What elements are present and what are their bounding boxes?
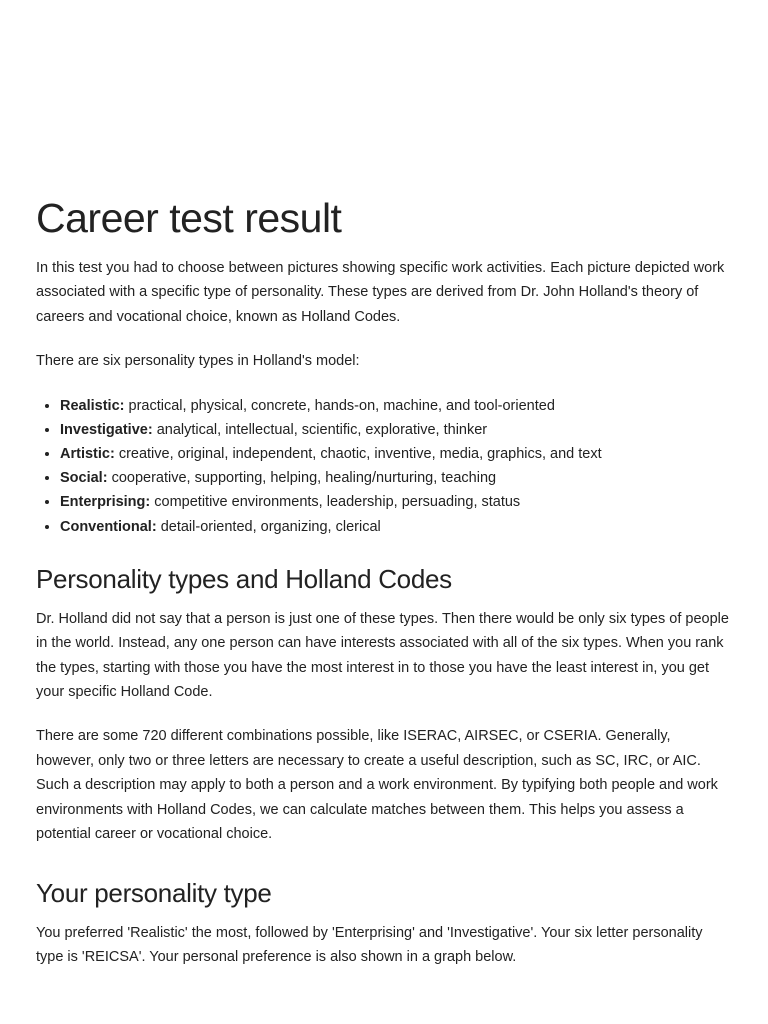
intro-paragraph: In this test you had to choose between pictures showing specific work activities. Each picture depicted work associated with a specific type of personality. These types are derived from Dr. John Holland's theory of careers and vocational choice, known as Holland Codes. (36, 260, 725, 325)
type-description: practical, physical, concrete, hands-on, machine, and tool-oriented (124, 397, 555, 414)
type-description: detail-oriented, organizing, clerical (156, 518, 381, 535)
section-heading-holland-codes: Personality types and Holland Codes (36, 563, 452, 594)
top-blank-area (36, 0, 732, 194)
list-item (60, 418, 732, 442)
types-intro: There are six personality types in Holland's model: (36, 353, 360, 370)
type-description: competitive environments, leadership, persuading, status (150, 494, 521, 511)
type-description: creative, original, independent, chaotic, inventive, media, graphics, and text (114, 446, 602, 463)
page-title: Career test result (36, 195, 342, 241)
personality-types-list (36, 394, 732, 539)
list-item (60, 466, 732, 490)
type-name: Enterprising: (60, 494, 151, 511)
holland-codes-paragraph-1: Dr. Holland did not say that a person is just one of these types. Then there would be only six types of people in the world. Instead, any one person can have interests associated with all of the six types. When you rank the types, starting with those you have the most interest in to those you have the least interest in, you get your specific Holland Code. (36, 610, 729, 701)
type-name: Realistic: (60, 397, 125, 414)
list-item (60, 442, 732, 466)
type-name: Artistic: (60, 446, 115, 463)
type-name: Social: (60, 470, 108, 487)
list-item (60, 490, 732, 514)
type-description: analytical, intellectual, scientific, explorative, thinker (152, 421, 488, 438)
section-gap (36, 867, 732, 877)
type-name: Conventional: (60, 518, 157, 535)
section-heading-your-type: Your personality type (36, 877, 272, 908)
your-type-paragraph: You preferred 'Realistic' the most, followed by 'Enterprising' and 'Investigative'. Your six letter personality type is 'REICSA'. Your personal preference is also shown in a graph below. (36, 924, 703, 965)
holland-codes-paragraph-2: There are some 720 different combinations possible, like ISERAC, AIRSEC, or CSERIA. Generally, however, only two or three letters are necessary to create a useful description, such as SC, IRC, or AIC. Such a description may apply to both a person and a work environment. By typifying both people and work environments with Holland Codes, we can calculate matches between them. This helps you assess a potential career or vocational choice. (36, 728, 718, 843)
type-description: cooperative, supporting, helping, healing/nurturing, teaching (107, 470, 497, 487)
list-item (60, 394, 732, 418)
list-item (60, 515, 732, 539)
type-name: Investigative: (60, 421, 153, 438)
